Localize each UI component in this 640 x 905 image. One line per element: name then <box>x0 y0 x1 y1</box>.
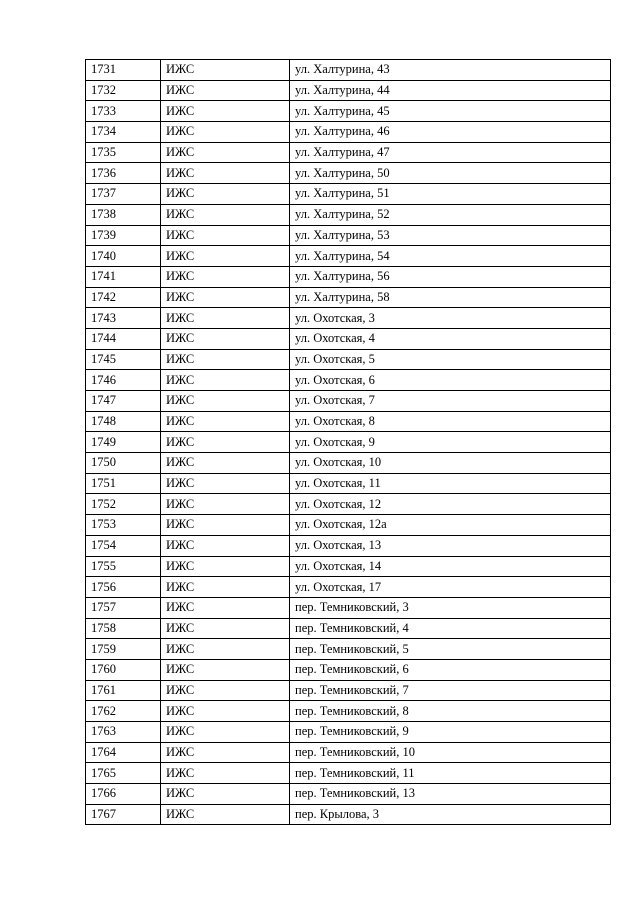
row-number-cell: 1752 <box>86 494 161 515</box>
table-row <box>86 535 611 556</box>
row-number-cell: 1750 <box>86 453 161 474</box>
table-row <box>86 763 611 784</box>
object-type-cell: ИЖС <box>161 246 290 267</box>
object-type-cell: ИЖС <box>161 163 290 184</box>
table-row <box>86 618 611 639</box>
table-row <box>86 308 611 329</box>
row-number-cell: 1744 <box>86 328 161 349</box>
address-cell: ул. Халтурина, 43 <box>290 60 611 81</box>
table-row <box>86 246 611 267</box>
row-number-cell: 1731 <box>86 60 161 81</box>
address-cell: ул. Охотская, 11 <box>290 473 611 494</box>
row-number-cell: 1734 <box>86 122 161 143</box>
row-number-cell: 1756 <box>86 577 161 598</box>
object-type-cell: ИЖС <box>161 60 290 81</box>
table-row <box>86 266 611 287</box>
object-type-cell: ИЖС <box>161 473 290 494</box>
table-row <box>86 453 611 474</box>
table-row <box>86 370 611 391</box>
object-type-cell: ИЖС <box>161 763 290 784</box>
address-cell: ул. Охотская, 14 <box>290 556 611 577</box>
row-number-cell: 1748 <box>86 411 161 432</box>
row-number-cell: 1743 <box>86 308 161 329</box>
address-cell: ул. Халтурина, 52 <box>290 204 611 225</box>
object-type-cell: ИЖС <box>161 411 290 432</box>
object-type-cell: ИЖС <box>161 308 290 329</box>
row-number-cell: 1745 <box>86 349 161 370</box>
row-number-cell: 1738 <box>86 204 161 225</box>
address-cell: пер. Темниковский, 10 <box>290 742 611 763</box>
table-row <box>86 101 611 122</box>
address-cell: ул. Халтурина, 51 <box>290 184 611 205</box>
row-number-cell: 1737 <box>86 184 161 205</box>
table-row <box>86 142 611 163</box>
row-number-cell: 1761 <box>86 680 161 701</box>
address-cell: пер. Темниковский, 4 <box>290 618 611 639</box>
address-cell: ул. Халтурина, 56 <box>290 266 611 287</box>
object-type-cell: ИЖС <box>161 784 290 805</box>
table-row <box>86 804 611 825</box>
object-type-cell: ИЖС <box>161 804 290 825</box>
table-row <box>86 515 611 536</box>
object-type-cell: ИЖС <box>161 577 290 598</box>
row-number-cell: 1759 <box>86 639 161 660</box>
table-row <box>86 659 611 680</box>
address-cell: пер. Крылова, 3 <box>290 804 611 825</box>
object-type-cell: ИЖС <box>161 639 290 660</box>
table-row <box>86 184 611 205</box>
address-cell: ул. Халтурина, 44 <box>290 80 611 101</box>
table-row <box>86 287 611 308</box>
address-cell: ул. Охотская, 10 <box>290 453 611 474</box>
object-type-cell: ИЖС <box>161 225 290 246</box>
address-cell: пер. Темниковский, 9 <box>290 722 611 743</box>
row-number-cell: 1749 <box>86 432 161 453</box>
object-type-cell: ИЖС <box>161 556 290 577</box>
object-type-cell: ИЖС <box>161 328 290 349</box>
table-row <box>86 701 611 722</box>
address-cell: пер. Темниковский, 11 <box>290 763 611 784</box>
object-type-cell: ИЖС <box>161 101 290 122</box>
object-type-cell: ИЖС <box>161 142 290 163</box>
address-cell: ул. Халтурина, 58 <box>290 287 611 308</box>
table-row <box>86 328 611 349</box>
row-number-cell: 1735 <box>86 142 161 163</box>
table-row <box>86 473 611 494</box>
object-type-cell: ИЖС <box>161 515 290 536</box>
object-type-cell: ИЖС <box>161 494 290 515</box>
table-row <box>86 204 611 225</box>
table-row <box>86 60 611 81</box>
table-row <box>86 411 611 432</box>
address-cell: ул. Охотская, 7 <box>290 391 611 412</box>
address-cell: ул. Халтурина, 47 <box>290 142 611 163</box>
row-number-cell: 1751 <box>86 473 161 494</box>
object-type-cell: ИЖС <box>161 287 290 308</box>
address-cell: пер. Темниковский, 5 <box>290 639 611 660</box>
row-number-cell: 1733 <box>86 101 161 122</box>
row-number-cell: 1741 <box>86 266 161 287</box>
address-table <box>85 59 611 825</box>
table-row <box>86 577 611 598</box>
object-type-cell: ИЖС <box>161 391 290 412</box>
address-cell: ул. Охотская, 12 <box>290 494 611 515</box>
address-cell: пер. Темниковский, 3 <box>290 597 611 618</box>
table-row <box>86 122 611 143</box>
row-number-cell: 1746 <box>86 370 161 391</box>
object-type-cell: ИЖС <box>161 618 290 639</box>
object-type-cell: ИЖС <box>161 659 290 680</box>
object-type-cell: ИЖС <box>161 597 290 618</box>
row-number-cell: 1764 <box>86 742 161 763</box>
object-type-cell: ИЖС <box>161 204 290 225</box>
table-body <box>86 60 611 825</box>
address-cell: ул. Халтурина, 45 <box>290 101 611 122</box>
row-number-cell: 1742 <box>86 287 161 308</box>
object-type-cell: ИЖС <box>161 432 290 453</box>
object-type-cell: ИЖС <box>161 742 290 763</box>
row-number-cell: 1758 <box>86 618 161 639</box>
row-number-cell: 1757 <box>86 597 161 618</box>
address-cell: ул. Охотская, 6 <box>290 370 611 391</box>
table-row <box>86 597 611 618</box>
address-cell: пер. Темниковский, 7 <box>290 680 611 701</box>
object-type-cell: ИЖС <box>161 722 290 743</box>
row-number-cell: 1732 <box>86 80 161 101</box>
table-row <box>86 432 611 453</box>
address-cell: ул. Охотская, 4 <box>290 328 611 349</box>
address-cell: ул. Охотская, 3 <box>290 308 611 329</box>
object-type-cell: ИЖС <box>161 535 290 556</box>
row-number-cell: 1753 <box>86 515 161 536</box>
address-cell: ул. Халтурина, 46 <box>290 122 611 143</box>
row-number-cell: 1747 <box>86 391 161 412</box>
address-cell: ул. Охотская, 8 <box>290 411 611 432</box>
object-type-cell: ИЖС <box>161 370 290 391</box>
table-row <box>86 784 611 805</box>
row-number-cell: 1754 <box>86 535 161 556</box>
object-type-cell: ИЖС <box>161 122 290 143</box>
row-number-cell: 1739 <box>86 225 161 246</box>
row-number-cell: 1765 <box>86 763 161 784</box>
table-row <box>86 722 611 743</box>
address-cell: ул. Охотская, 13 <box>290 535 611 556</box>
table-row <box>86 639 611 660</box>
table-row <box>86 391 611 412</box>
table-row <box>86 349 611 370</box>
object-type-cell: ИЖС <box>161 453 290 474</box>
table-row <box>86 742 611 763</box>
table-row <box>86 225 611 246</box>
address-cell: ул. Охотская, 9 <box>290 432 611 453</box>
row-number-cell: 1763 <box>86 722 161 743</box>
row-number-cell: 1755 <box>86 556 161 577</box>
address-cell: ул. Охотская, 5 <box>290 349 611 370</box>
table-row <box>86 680 611 701</box>
row-number-cell: 1736 <box>86 163 161 184</box>
object-type-cell: ИЖС <box>161 80 290 101</box>
row-number-cell: 1760 <box>86 659 161 680</box>
address-cell: ул. Халтурина, 50 <box>290 163 611 184</box>
address-cell: ул. Охотская, 17 <box>290 577 611 598</box>
row-number-cell: 1766 <box>86 784 161 805</box>
address-cell: пер. Темниковский, 6 <box>290 659 611 680</box>
address-cell: ул. Халтурина, 53 <box>290 225 611 246</box>
row-number-cell: 1740 <box>86 246 161 267</box>
table-row <box>86 556 611 577</box>
table-row <box>86 163 611 184</box>
row-number-cell: 1762 <box>86 701 161 722</box>
object-type-cell: ИЖС <box>161 184 290 205</box>
object-type-cell: ИЖС <box>161 349 290 370</box>
object-type-cell: ИЖС <box>161 701 290 722</box>
object-type-cell: ИЖС <box>161 266 290 287</box>
address-cell: ул. Охотская, 12а <box>290 515 611 536</box>
row-number-cell: 1767 <box>86 804 161 825</box>
address-cell: пер. Темниковский, 8 <box>290 701 611 722</box>
table-row <box>86 494 611 515</box>
address-cell: пер. Темниковский, 13 <box>290 784 611 805</box>
object-type-cell: ИЖС <box>161 680 290 701</box>
table-row <box>86 80 611 101</box>
address-cell: ул. Халтурина, 54 <box>290 246 611 267</box>
